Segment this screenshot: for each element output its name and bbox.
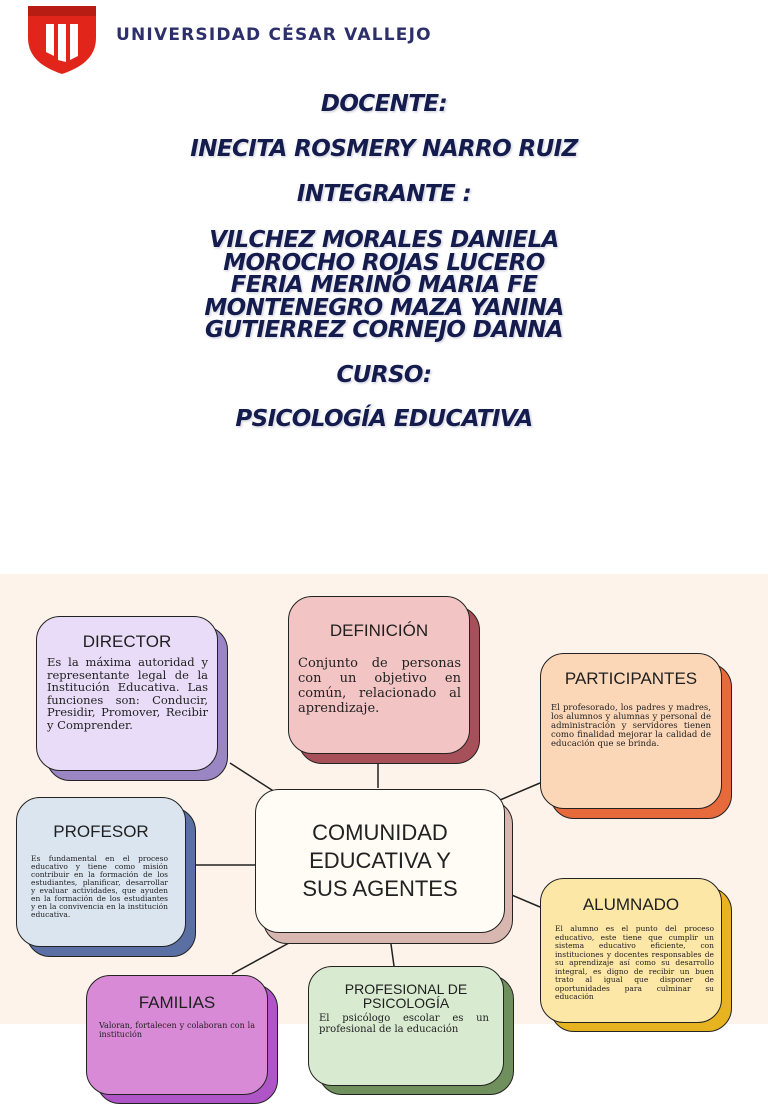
- integrante-name: MONTENEGRO MAZA YANINA: [204, 295, 564, 321]
- familias-text: Valoran, fortalecen y colaboran con la institución: [99, 1021, 255, 1039]
- director-title: DIRECTOR: [82, 632, 172, 651]
- curso-label: CURSO:: [336, 362, 432, 388]
- docente-label: DOCENTE:: [320, 91, 448, 117]
- psicologia-title-line2: PSICOLOGÍA: [362, 995, 450, 1011]
- curso-name: PSICOLOGÍA EDUCATIVA: [235, 406, 533, 432]
- profesor-card: [16, 797, 186, 947]
- director-text: Es la máxima autoridad y representante legal de la Institución Educativa. Las funciones son: Conducir, Presidir, Promover, Recibir y Comprender.: [47, 655, 208, 732]
- center-title: COMUNIDAD EDUCATIVA Y SUS AGENTES: [302, 820, 458, 901]
- alumnado-card: [540, 878, 722, 1023]
- alumnado-title: ALUMNADO: [582, 895, 680, 914]
- participantes-title: PARTICIPANTES: [564, 669, 698, 688]
- definicion-text: Conjunto de personas con un objetivo en común, relacionado al aprendizaje.: [298, 656, 461, 716]
- center-card: [255, 789, 505, 933]
- integrante-name: GUTIERREZ CORNEJO DANNA: [205, 317, 563, 343]
- participantes-text: El profesorado, los padres y madres, los alumnos y alumnas y personal de administración y servidores tienen como finalidad mejorar la calidad de educación que se brinda.: [551, 703, 711, 749]
- alumnado-text: El alumno es el punto del proceso educativo, este tiene que cumplir un sistema educativo eficiente, con instituciones y docentes responsables de su aprendizaje así como su desarrollo integral, es digno de recibir un buen trato al igual que disponer de oportunidades para culminar su educación: [555, 924, 714, 1001]
- docente-name: INECITA ROSMERY NARRO RUIZ: [190, 136, 578, 162]
- integrante-label: INTEGRANTE :: [296, 181, 472, 207]
- profesor-title: PROFESOR: [53, 822, 149, 841]
- familias-title: FAMILIAS: [138, 993, 216, 1012]
- integrante-name: FERIA MERINO MARIA FE: [230, 272, 538, 298]
- mind-map: [0, 574, 768, 1039]
- integrante-name: MOROCHO ROJAS LUCERO: [223, 250, 545, 276]
- definicion-card: [288, 596, 470, 754]
- psicologia-card: [308, 966, 504, 1086]
- definicion-title: DEFINICIÓN: [329, 621, 429, 640]
- participantes-card: [540, 653, 722, 809]
- profesor-text: Es fundamental en el proceso educativo y tiene como misión contribuir en la formación de los estudiantes, planificar, desarrollar y evaluar actividades, que ayuden en la formación de los estudiantes y en la convivencia en la institución educativa.: [31, 854, 168, 919]
- psicologia-title-line1: PROFESIONAL DE: [344, 981, 468, 997]
- integrante-name: VILCHEZ MORALES DANIELA: [209, 227, 559, 253]
- director-card: [36, 616, 218, 771]
- university-name: UNIVERSIDAD CÉSAR VALLEJO: [116, 25, 432, 45]
- psicologia-text: El psicólogo escolar es un profesional de la educación: [319, 1013, 489, 1035]
- familias-card: [86, 975, 268, 1095]
- university-logo: [24, 2, 100, 74]
